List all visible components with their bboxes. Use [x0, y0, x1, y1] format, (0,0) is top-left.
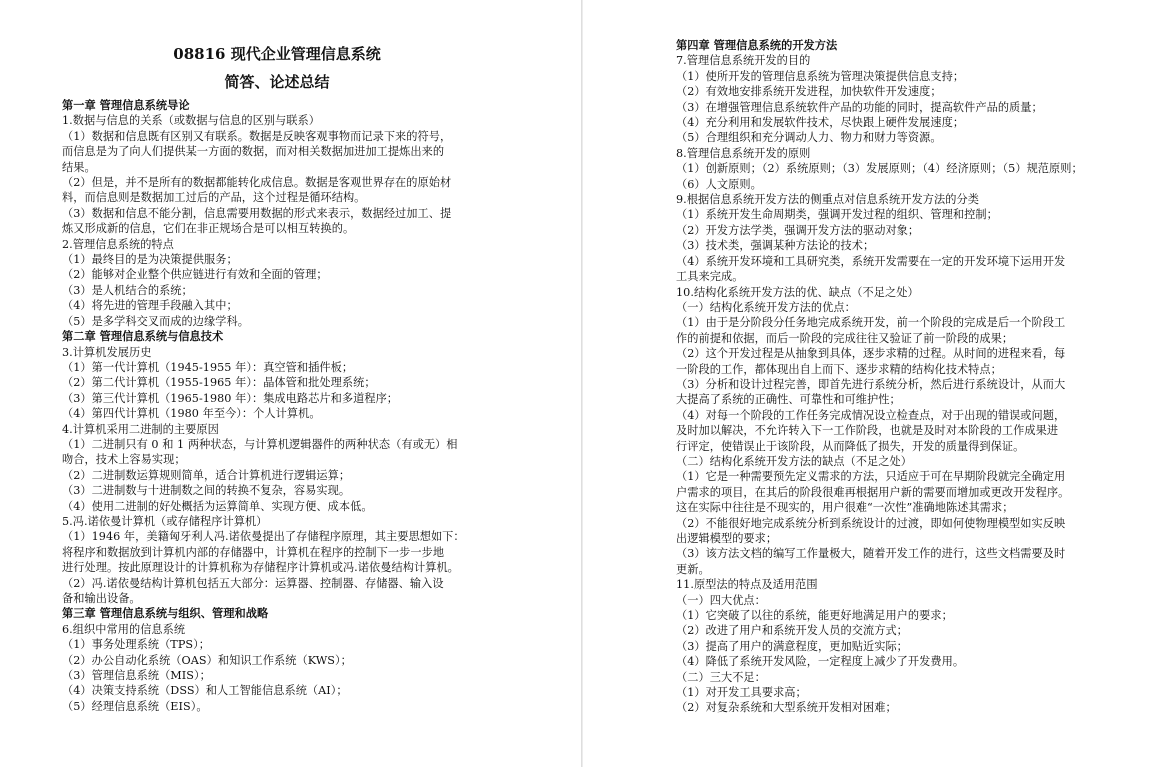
- text-line: 进行处理。按此原理设计的计算机称为存储程序计算机或冯.诺依曼结构计算机。: [62, 561, 459, 575]
- text-line: （1）它突破了以往的系统，能更好地满足用户的要求；: [676, 609, 953, 623]
- text-line: （1）数据和信息既有区别又有联系。数据是反映客观事物而记录下来的符号，: [62, 129, 452, 143]
- left-page-text: [62, 98, 580, 714]
- chapter-heading: 第三章 管理信息系统与组织、管理和战略: [62, 606, 269, 621]
- right-page: [584, 0, 1162, 767]
- text-line: （一）结构化系统开发方法的优点：: [676, 300, 856, 314]
- text-line: （6）人文原则。: [676, 177, 762, 191]
- text-line: （2）有效地安排系统开发进程，加快软件开发速度；: [676, 85, 942, 99]
- text-line: 一阶段的工作，都体现出自上而下、逐步求精的结构化技术特点；: [676, 362, 1002, 376]
- text-line: 料，而信息则是数据加工过后的产品，这个过程是循环结构。: [62, 191, 366, 205]
- text-line: （2）但是，并不是所有的数据都能转化成信息。数据是客观世界存在的原始材: [62, 176, 452, 190]
- text-line: （5）合理组织和充分调动人力、物力和财力等资源。: [676, 131, 942, 145]
- page-divider: [581, 0, 583, 767]
- text-line: 炼又形成新的信息，它们在非正规场合是可以相互转换的。: [62, 222, 355, 236]
- text-line: 这在实际中往往是不现实的，用户很难“一次性”准确地陈述其需求；: [676, 501, 1014, 515]
- right-page-text: [676, 38, 1162, 716]
- text-line: 4.计算机采用二进制的主要原因: [62, 422, 219, 436]
- text-line: 而信息是为了向人们提供某一方面的数据，而对相关数据加进加工提炼出来的: [62, 145, 445, 159]
- text-line: 9.根据信息系统开发方法的侧重点对信息系统开发方法的分类: [676, 193, 979, 207]
- document-title: 08816 现代企业管理信息系统: [173, 45, 381, 63]
- text-line: 出逻辑模型的要求；: [676, 532, 778, 545]
- text-line: 1.数据与信息的关系（或数据与信息的区别与联系）: [62, 114, 321, 128]
- text-line: （2）能够对企业整个供应链进行有效和全面的管理；: [62, 268, 328, 282]
- text-line: （2）开发方法学类，强调开发方法的驱动对象；: [676, 223, 920, 237]
- text-line: （1）创新原则；（2）系统原则；（3）发展原则；（4）经济原则；（5）规范原则；: [676, 162, 1083, 176]
- text-line: （3）是人机结合的系统；: [62, 283, 193, 297]
- text-line: （4）将先进的管理手段融入其中；: [62, 299, 238, 313]
- text-line: （1）第一代计算机（1945-1955 年）：真空管和插件板；: [62, 360, 354, 374]
- text-line: 吻合，技术上容易实现；: [62, 453, 186, 467]
- text-line: （1）最终目的是为决策提供服务；: [62, 253, 238, 267]
- text-line: （2）不能很好地完成系统分析到系统设计的过渡，即如何使物理模型如实反映: [676, 516, 1066, 530]
- text-line: （4）第四代计算机（1980 年至今）：个人计算机。: [62, 407, 321, 421]
- text-line: （2）改进了用户和系统开发人员的交流方式；: [676, 624, 908, 638]
- text-line: 8.管理信息系统开发的原则: [676, 146, 811, 160]
- text-line: （1）系统开发生命周期类，强调开发过程的组织、管理和控制；: [676, 208, 998, 222]
- text-line: （2）办公自动化系统（OAS）和知识工作系统（KWS）；: [62, 653, 352, 667]
- text-line: （5）是多学科交叉而成的边缘学科。: [62, 314, 249, 328]
- text-line: 7.管理信息系统开发的目的: [676, 54, 811, 68]
- text-line: （5）经理信息系统（EIS）。: [62, 699, 208, 713]
- text-line: （一）四大优点：: [676, 593, 766, 607]
- text-line: （二）结构化系统开发方法的缺点（不足之处）: [676, 454, 912, 468]
- text-line: （2）对复杂系统和大型系统开发相对困难；: [676, 701, 897, 715]
- text-line: （2）冯.诺依曼结构计算机包括五大部分：运算器、控制器、存储器、输入设: [62, 576, 444, 590]
- text-line: （1）由于是分阶段分任务地完成系统开发，前一个阶段的完成是后一个阶段工: [676, 316, 1066, 330]
- text-line: 3.计算机发展历史: [62, 345, 152, 359]
- text-line: （1）对开发工具要求高；: [676, 686, 807, 700]
- text-line: （3）该方法文档的编写工作量极大，随着开发工作的进行，这些文档需要及时: [676, 547, 1066, 561]
- text-line: （二）三大不足：: [676, 670, 766, 684]
- text-line: 结果。: [62, 160, 96, 174]
- text-line: （4）使用二进制的好处概括为运算简单、实现方便、成本低。: [62, 499, 373, 513]
- text-line: （3）提高了用户的满意程度，更加贴近实际；: [676, 639, 908, 653]
- text-line: 11.原型法的特点及适用范围: [676, 578, 818, 592]
- text-line: 行评定，使错误止于该阶段，从而降低了损失，开发的质量得到保证。: [676, 439, 1025, 453]
- text-line: （4）系统开发环境和工具研究类，系统开发需要在一定的开发环境下运用开发: [676, 254, 1066, 268]
- text-line: 将程序和数据放到计算机内部的存储器中，计算机在程序的控制下一步一步地: [62, 545, 445, 559]
- text-line: 大提高了系统的正确性、可靠性和可维护性；: [676, 393, 901, 407]
- text-line: （1）1946 年，美籍匈牙利人冯.诺依曼提出了存储程序原理，其主要思想如下：: [62, 530, 465, 544]
- text-line: （4）对每一个阶段的工作任务完成情况设立检查点，对于出现的错误或问题，: [676, 408, 1066, 422]
- text-line: （1）使所开发的管理信息系统为管理决策提供信息支持；: [676, 69, 965, 83]
- chapter-heading: 第二章 管理信息系统与信息技术: [62, 329, 224, 344]
- text-line: （2）这个开发过程是从抽象到具体，逐步求精的过程。从时间的进程来看，每: [676, 347, 1066, 361]
- text-line: （2）第二代计算机（1955-1965 年）：晶体管和批处理系统；: [62, 376, 376, 390]
- text-line: （3）管理信息系统（MIS）；: [62, 669, 211, 683]
- text-line: （4）降低了系统开发风险，一定程度上减少了开发费用。: [676, 655, 965, 669]
- text-line: 更新。: [676, 562, 710, 576]
- text-line: 及时加以解决，不允许转入下一工作阶段，也就是及时对本阶段的工作成果进: [676, 424, 1059, 438]
- text-line: （4）充分利用和发展软件技术，尽快跟上硬件发展速度；: [676, 116, 965, 130]
- text-line: 户需求的项目，在其后的阶段很难再根据用户新的需要而增加或更改开发程序。: [676, 485, 1070, 499]
- chapter-heading: 第四章 管理信息系统的开发方法: [676, 38, 838, 52]
- text-line: （1）事务处理系统（TPS）；: [62, 638, 210, 652]
- text-line: （4）决策支持系统（DSS）和人工智能信息系统（AI）；: [62, 684, 348, 698]
- text-line: （3）数据和信息不能分割，信息需要用数据的形式来表示，数据经过加工、提: [62, 206, 452, 220]
- text-line: （1）二进制只有 0 和 1 两种状态，与计算机逻辑器件的两种状态（有或无）相: [62, 437, 458, 451]
- chapter-heading: 第一章 管理信息系统导论: [62, 98, 190, 112]
- text-line: 备和输出设备。: [62, 592, 141, 605]
- text-line: （2）二进制数运算规则简单，适合计算机进行逻辑运算；: [62, 468, 351, 482]
- text-line: 2.管理信息系统的特点: [62, 237, 174, 251]
- text-line: 10.结构化系统开发方法的优、缺点（不足之处）: [676, 285, 919, 299]
- text-line: （3）在增强管理信息系统软件产品的功能的同时，提高软件产品的质量；: [676, 100, 1043, 114]
- document-subtitle: 简答、论述总结: [224, 73, 330, 91]
- left-page: [0, 0, 580, 767]
- text-line: 6.组织中常用的信息系统: [62, 622, 186, 636]
- text-line: 工具来完成。: [676, 270, 744, 284]
- text-line: （3）二进制数与十进制数之间的转换不复杂，容易实现。: [62, 484, 351, 498]
- text-line: （3）技术类，强调某种方法论的技术；: [676, 239, 875, 253]
- text-line: （1）它是一种需要预先定义需求的方法，只适应于可在早期阶段就完全确定用: [676, 470, 1066, 484]
- text-line: （3）分析和设计过程完善，即首先进行系统分析，然后进行系统设计，从而大: [676, 377, 1066, 391]
- text-line: 5.冯.诺依曼计算机（或存储程序计算机）: [62, 514, 268, 528]
- text-line: （3）第三代计算机（1965-1980 年）：集成电路芯片和多道程序；: [62, 391, 399, 405]
- text-line: 作的前提和依据，而后一阶段的完成往往又验证了前一阶段的成果；: [676, 331, 1014, 345]
